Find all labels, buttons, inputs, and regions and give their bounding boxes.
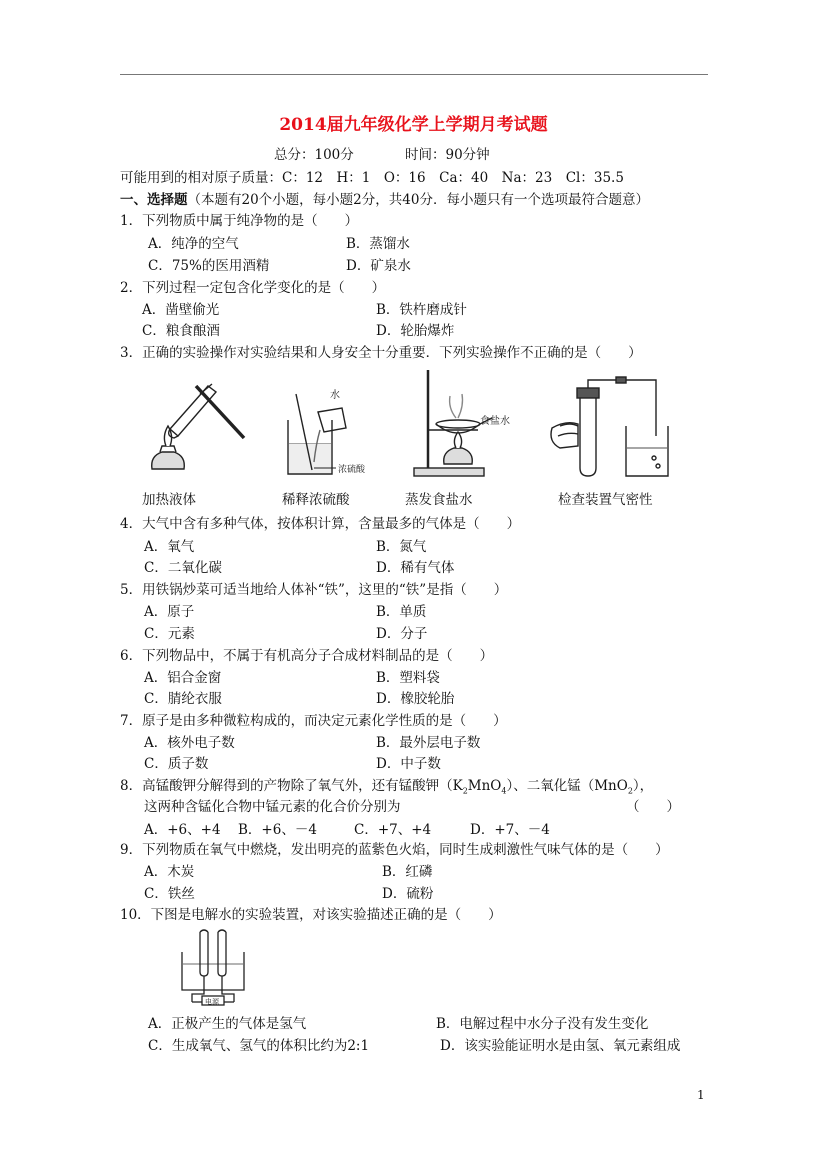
q7-option-a[interactable]: A．核外电子数 — [144, 735, 235, 751]
q5-option-d[interactable]: D．分子 — [376, 626, 428, 642]
electrolysis-figure — [178, 928, 250, 1008]
header-rule — [120, 74, 708, 75]
total-score: 总分：100分 — [274, 147, 354, 163]
q2-option-c[interactable]: C．粮食酿酒 — [142, 323, 220, 339]
q7-option-d[interactable]: D．中子数 — [376, 756, 441, 772]
section-heading: 一、选择题（本题有20个小题，每小题2分，共40分．每小题只有一个选项最符合题意） — [120, 192, 649, 208]
airtight-figure — [546, 376, 676, 484]
q5-option-c[interactable]: C．元素 — [144, 626, 195, 642]
question-4-stem: 4．大气中含有多种气体，按体积计算，含量最多的气体是（ ） — [120, 516, 521, 532]
evaporating-figure — [400, 366, 530, 484]
caption-evaporating: 蒸发食盐水 — [405, 492, 473, 508]
q4-option-a[interactable]: A．氧气 — [144, 539, 195, 555]
question-2-stem: 2．下列过程一定包含化学变化的是（ ） — [120, 280, 386, 296]
question-10-stem: 10．下图是电解水的实验装置，对该实验描述正确的是（ ） — [120, 907, 502, 923]
q9-option-a[interactable]: A．木炭 — [144, 864, 195, 880]
caption-diluting-acid: 稀释浓硫酸 — [282, 492, 350, 508]
q5-option-b[interactable]: B．单质 — [376, 604, 427, 620]
q8-option-d[interactable]: D．+7、－4 — [470, 822, 550, 838]
label-salt-water: 食盐水 — [480, 416, 510, 427]
heating-liquid-figure — [140, 374, 250, 484]
q1-option-d[interactable]: D．矿泉水 — [346, 258, 411, 274]
caption-airtight: 检查装置气密性 — [558, 492, 653, 508]
question-7-stem: 7．原子是由多种微粒构成的，而决定元素化学性质的是（ ） — [120, 713, 507, 729]
q9-option-c[interactable]: C．铁丝 — [144, 886, 195, 902]
q10-option-c[interactable]: C．生成氧气、氢气的体积比约为2:1 — [148, 1038, 370, 1054]
question-9-stem: 9．下列物质在氧气中燃烧，发出明亮的蓝紫色火焰，同时生成刺激性气味气体的是（ ） — [120, 842, 669, 858]
q1-option-c[interactable]: C．75%的医用酒精 — [148, 258, 270, 274]
q1-option-a[interactable]: A．纯净的空气 — [148, 236, 239, 252]
question-5-stem: 5．用铁锅炒菜可适当地给人体补“铁”，这里的“铁”是指（ ） — [120, 582, 508, 598]
page-title: 2014届九年级化学上学期月考试题 — [279, 115, 548, 135]
q2-option-b[interactable]: B．铁杵磨成针 — [376, 302, 467, 318]
question-8-stem-line2: 这两种含锰化合物中锰元素的化合价分别为 — [144, 799, 401, 815]
question-8-stem: 8．高锰酸钾分解得到的产物除了氧气外，还有锰酸钾$(K_2MnO_4)$、二氧化锰（MnO$_2$）， — [120, 778, 654, 796]
q8-option-c[interactable]: C．+7、+4 — [354, 822, 432, 838]
diluting-acid-figure — [276, 382, 366, 482]
question-8-answer-paren: （ ） — [626, 799, 680, 815]
q6-option-c[interactable]: C．腈纶衣服 — [144, 691, 222, 707]
q4-option-d[interactable]: D．稀有气体 — [376, 560, 455, 576]
q2-option-d[interactable]: D．轮胎爆炸 — [376, 323, 455, 339]
q10-option-d[interactable]: D．该实验能证明水是由氢、氧元素组成 — [440, 1038, 681, 1054]
q9-option-d[interactable]: D．硫粉 — [382, 886, 434, 902]
q2-option-a[interactable]: A．凿壁偷光 — [142, 302, 220, 318]
question-1-stem: 1．下列物质中属于纯净物的是（ ） — [120, 213, 359, 229]
caption-heating-liquid: 加热液体 — [142, 492, 196, 508]
q10-option-a[interactable]: A．正极产生的气体是氢气 — [148, 1016, 307, 1032]
q6-option-d[interactable]: D．橡胶轮胎 — [376, 691, 455, 707]
q4-option-c[interactable]: C．二氧化碳 — [144, 560, 222, 576]
q6-option-a[interactable]: A．铝合金窗 — [144, 670, 222, 686]
q7-option-b[interactable]: B．最外层电子数 — [376, 735, 481, 751]
q10-option-b[interactable]: B．电解过程中水分子没有发生变化 — [436, 1016, 649, 1032]
label-water: 水 — [330, 390, 340, 401]
atomic-masses: 可能用到的相对原子质量：C：12 H：1 O：16 Ca：40 Na：23 Cl：35.5 — [120, 170, 624, 186]
exam-time: 时间：90分钟 — [405, 147, 490, 163]
q5-option-a[interactable]: A．原子 — [144, 604, 195, 620]
q6-option-b[interactable]: B．塑料袋 — [376, 670, 440, 686]
q7-option-c[interactable]: C．质子数 — [144, 756, 209, 772]
q4-option-b[interactable]: B．氮气 — [376, 539, 427, 555]
q8-option-a[interactable]: A．+6、+4 — [144, 822, 221, 838]
label-power-source: 电源 — [205, 998, 219, 1006]
page-number: 1 — [697, 1088, 705, 1102]
question-6-stem: 6．下列物品中，不属于有机高分子合成材料制品的是（ ） — [120, 648, 494, 664]
label-conc-acid: 浓硫酸 — [338, 465, 366, 475]
q1-option-b[interactable]: B．蒸馏水 — [346, 236, 410, 252]
q8-option-b[interactable]: B．+6、－4 — [238, 822, 317, 838]
question-3-stem: 3．正确的实验操作对实验结果和人身安全十分重要．下列实验操作不正确的是（ ） — [120, 345, 642, 361]
q9-option-b[interactable]: B．红磷 — [382, 864, 433, 880]
